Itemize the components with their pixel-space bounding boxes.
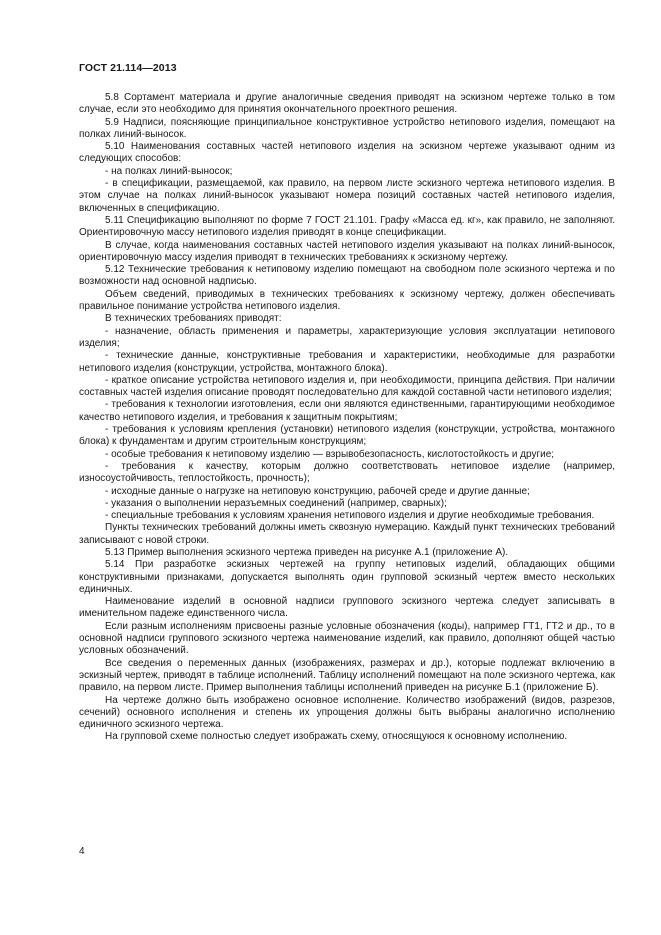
list-item: - требования к качеству, которым должно соответствовать нетиповое изделие (например, износоустойчивость, теплостойкость, прочность);	[79, 460, 615, 485]
list-item: - требования к условиям крепления (установки) нетипового изделия (конструкции, устройства, монтажного блока) к фундаментам и другим строительным конструкциям;	[79, 424, 615, 448]
list-item: - особые требования к нетиповому изделию — взрывобезопасность, кислотостойкость и другие;	[105, 448, 555, 460]
paragraph: Объем сведений, приводимых в технических требованиях к эскизному чертежу, должен обеспечивать правильное понимание устройства нетипового изделия.	[79, 288, 615, 313]
page-number: 4	[79, 846, 85, 857]
list-item: - назначение, область применения и параметры, характеризующие условия эксплуатации нетипового изделия;	[79, 325, 615, 349]
paragraph: Если разным исполнениям присвоены разные условные обозначения (коды), например ГТ1, ГТ2 и др., то в основной надписи группового эскизного чертежа наименование изделий, как правило, дополняют общей частью условных обозначений.	[79, 620, 615, 657]
paragraph: 5.12 Технические требования к нетиповому изделию помещают на свободном поле эскизного чертежа и по возможности над основной надписью.	[79, 264, 615, 288]
document-body	[79, 92, 615, 744]
paragraph: 5.13 Пример выполнения эскизного чертежа приведен на рисунке А.1 (приложение А).	[105, 546, 509, 558]
paragraph: 5.14 При разработке эскизных чертежей на группу нетиповых изделий, обладающих общими конструктивными признаками, допускается выполнять один групповой эскизный чертеж вместо нескольких единичных.	[79, 559, 615, 595]
list-item: - специальные требования к условиям хранения нетипового изделия и другие необходимые требования.	[105, 510, 595, 522]
paragraph: На чертеже должно быть изображено основное исполнение. Количество изображений (видов, разрезов, сечений) основного исполнения и степень их упрощения должны быть выбраны аналогично исполнению единичного эскизного чертежа.	[79, 694, 615, 731]
paragraph: На групповой схеме полностью следует изображать схему, относящуюся к основному исполнению.	[105, 731, 568, 743]
paragraph: 5.10 Наименования составных частей нетипового изделия на эскизном чертеже указывают одним из следующих способов:	[79, 141, 615, 165]
paragraph: Все сведения о переменных данных (изображениях, размерах и др.), которые подлежат включению в эскизный чертеж, приводят в таблице исполнений. Таблицу исполнений помещают на поле эскизного чертежа, как правило, на первом листе. Пример выполнения таблицы исполнений приведен на рисунке Б.1 (приложение Б).	[79, 657, 615, 694]
list-item: - на полках линий-выносок;	[105, 165, 233, 177]
paragraph: 5.11 Спецификацию выполняют по форме 7 ГОСТ 21.101. Графу «Масса ед. кг», как правило, не заполняют. Ориентировочную массу нетипового изделия приводят в конце спецификации.	[79, 214, 615, 239]
list-item: - требования к технологии изготовления, если они являются единственными, гарантирующими необходимое качество нетипового изделия, и требования к защитным покрытиям;	[79, 399, 615, 423]
list-item: - технические данные, конструктивные требования и характеристики, необходимые для разработки нетипового изделия (конструкции, устройства, монтажного блока).	[79, 350, 615, 374]
paragraph: В технических требованиях приводят:	[105, 313, 282, 325]
paragraph: Пункты технических требований должны иметь сквозную нумерацию. Каждый пункт технических требований записывают с новой строки.	[79, 522, 615, 546]
paragraph: 5.8 Сортамент материала и другие аналогичные сведения приводят на эскизном чертеже только в том случае, если это необходимо для принятия окончательного проектного решения.	[79, 92, 615, 116]
paragraph: 5.9 Надписи, поясняющие принципиальное конструктивное устройство нетипового изделия, помещают на полках линий-выносок.	[79, 116, 615, 140]
list-item: - указания о выполнении неразъемных соединений (например, сварных);	[105, 497, 447, 509]
paragraph: В случае, когда наименования составных частей нетипового изделия указывают на полках линий-выносок, ориентировочную массу изделия приводят в технических требованиях к эскизному чертежу.	[79, 239, 615, 263]
document-header: ГОСТ 21.114—2013	[79, 62, 177, 74]
list-item: - краткое описание устройства нетипового изделия и, при необходимости, принципа действия. При наличии составных частей изделия описание проводят последовательно для каждой составной части нетипового изделия;	[79, 374, 615, 399]
paragraph: Наименование изделий в основной надписи группового эскизного чертежа следует записывать в именительном падеже единственного числа.	[79, 596, 615, 620]
list-item: - в спецификации, размещаемой, как правило, на первом листе эскизного чертежа нетипового изделия. В этом случае на полках линий-выносок указывают номера позиций составных частей нетипового изделия, включенных в спецификацию.	[79, 178, 615, 214]
list-item: - исходные данные о нагрузке на нетиповую конструкцию, рабочей среде и другие данные;	[105, 485, 530, 497]
